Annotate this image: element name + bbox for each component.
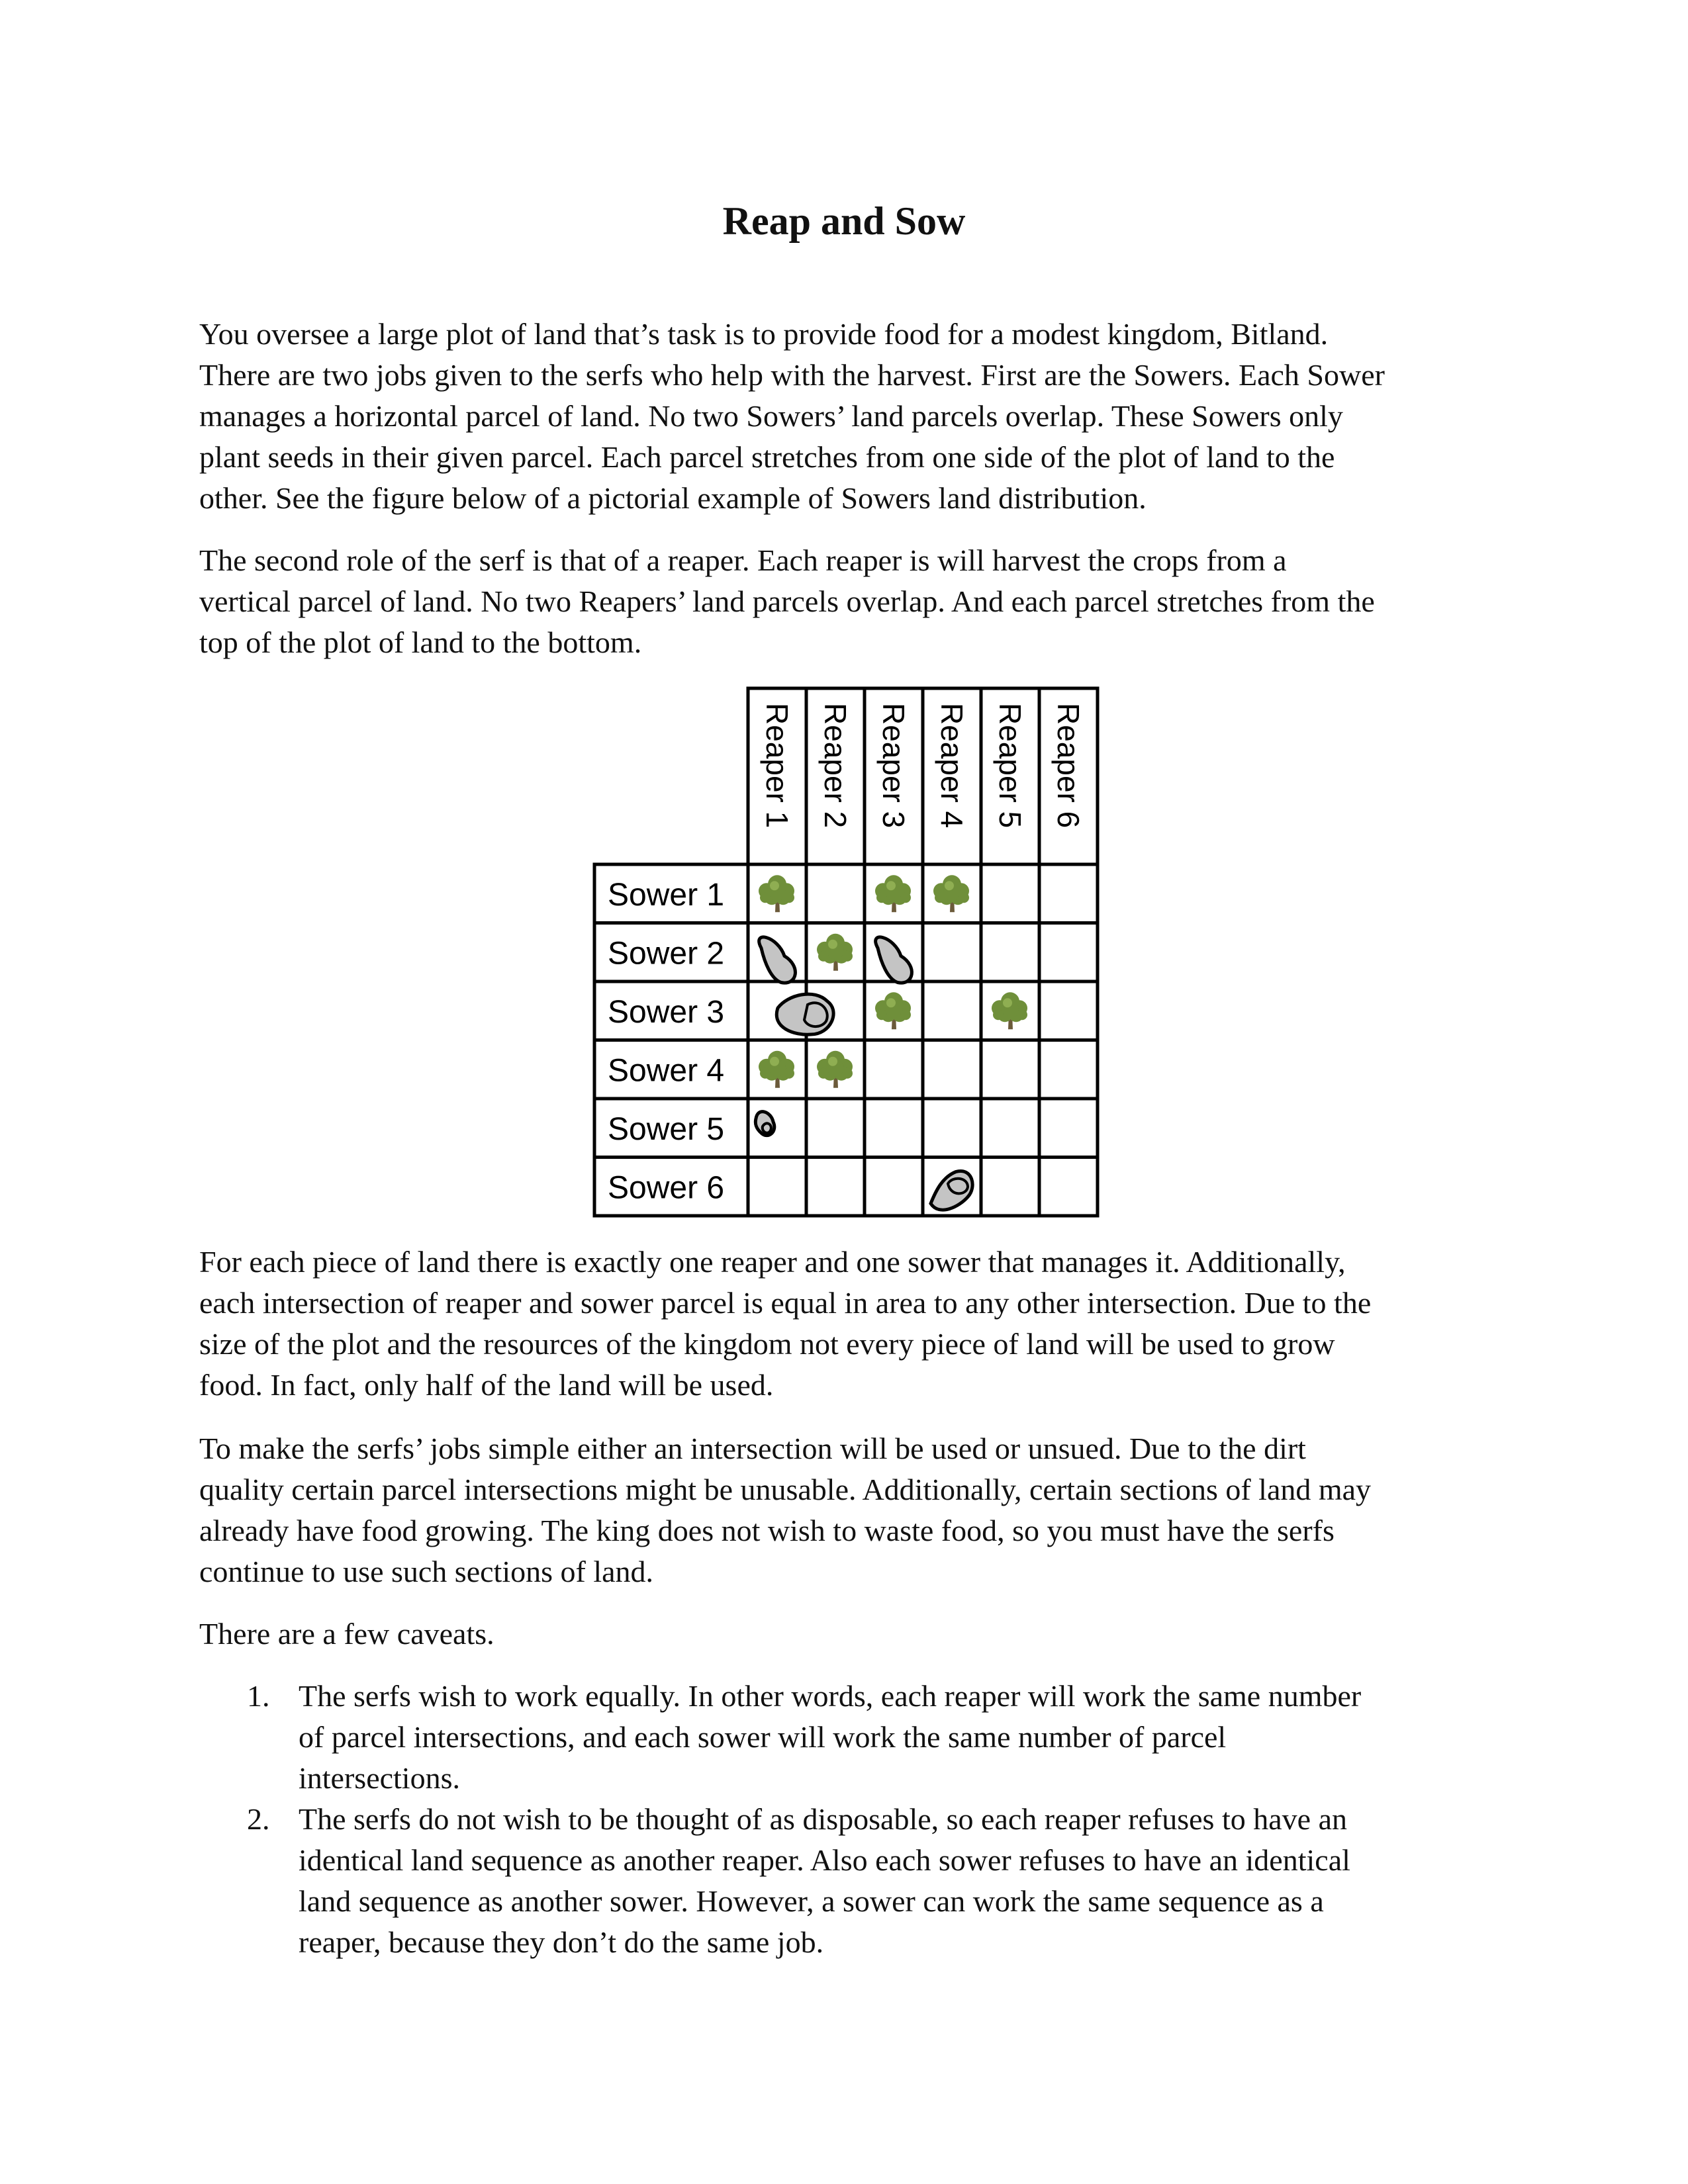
land-cell[interactable]: [1039, 923, 1098, 982]
land-cell[interactable]: [1039, 1099, 1098, 1158]
text-line: The serfs wish to work equally. In other words, each reaper will work the same number: [299, 1679, 1362, 1713]
list-number: 1.: [247, 1679, 270, 1713]
text-line: manages a horizontal parcel of land. No two Sowers’ land parcels overlap. These Sowers only: [199, 399, 1343, 433]
text-line: quality certain parcel intersections might be unusable. Additionally, certain sections of land may: [199, 1473, 1372, 1506]
land-cell[interactable]: [748, 1158, 806, 1216]
text-line: food. In fact, only half of the land will be used.: [199, 1368, 774, 1402]
land-cell[interactable]: [1039, 1158, 1098, 1216]
reaper-label: Reaper 1: [760, 703, 794, 829]
sower-label: Sower 2: [608, 936, 725, 972]
text-line: The second role of the serf is that of a reaper. Each reaper is will harvest the crops from a: [199, 543, 1287, 577]
text-line: intersections.: [299, 1761, 460, 1795]
text-line: There are a few caveats.: [199, 1617, 494, 1651]
reaper-label: Reaper 5: [993, 703, 1027, 829]
land-cell[interactable]: [865, 1158, 923, 1216]
land-cell[interactable]: [981, 923, 1039, 982]
land-cell[interactable]: [923, 1040, 981, 1099]
land-cell[interactable]: [923, 1099, 981, 1158]
text-line: already have food growing. The king does not wish to waste food, so you must have the serfs: [199, 1514, 1335, 1547]
text-line: top of the plot of land to the bottom.: [199, 625, 642, 659]
text-line: continue to use such sections of land.: [199, 1555, 654, 1588]
land-cell[interactable]: [806, 1158, 865, 1216]
text-line: each intersection of reaper and sower parcel is equal in area to any other intersection. Due to the: [199, 1286, 1372, 1320]
text-line: reaper, because they don’t do the same job.: [299, 1925, 824, 1959]
land-cell[interactable]: [1039, 981, 1098, 1040]
text-line: of parcel intersections, and each sower will work the same number of parcel: [299, 1720, 1227, 1754]
page-title: Reap and Sow: [722, 199, 966, 243]
land-cell[interactable]: [981, 1158, 1039, 1216]
sower-label: Sower 6: [608, 1170, 725, 1206]
sower-label: Sower 5: [608, 1112, 725, 1147]
text-line: plant seeds in their given parcel. Each parcel stretches from one side of the plot of land to the: [199, 440, 1335, 474]
rock-icon: [776, 994, 833, 1034]
text-line: identical land sequence as another reaper. Also each sower refuses to have an identical: [299, 1843, 1350, 1877]
sower-label: Sower 1: [608, 878, 725, 913]
land-cell[interactable]: [981, 1040, 1039, 1099]
sower-label: Sower 4: [608, 1053, 725, 1089]
rock-icon: [755, 1112, 774, 1136]
land-cell[interactable]: [806, 864, 865, 923]
text-line: size of the plot and the resources of the kingdom not every piece of land will be used to grow: [199, 1327, 1335, 1361]
land-cell[interactable]: [923, 981, 981, 1040]
text-line: To make the serfs’ jobs simple either an intersection will be used or unsued. Due to the dirt: [199, 1432, 1306, 1465]
text-line: other. See the figure below of a pictorial example of Sowers land distribution.: [199, 481, 1147, 515]
text-line: vertical parcel of land. No two Reapers’ land parcels overlap. And each parcel stretches from the: [199, 584, 1375, 618]
land-cell[interactable]: [923, 923, 981, 982]
text-line: There are two jobs given to the serfs who help with the harvest. First are the Sowers. Each Sower: [199, 358, 1385, 392]
land-cell[interactable]: [1039, 864, 1098, 923]
text-line: The serfs do not wish to be thought of as disposable, so each reaper refuses to have an: [299, 1802, 1347, 1836]
reaper-label: Reaper 6: [1051, 703, 1086, 829]
text-line: For each piece of land there is exactly one reaper and one sower that manages it. Additionally,: [199, 1245, 1346, 1279]
list-number: 2.: [247, 1802, 270, 1836]
reaper-label: Reaper 3: [876, 703, 911, 829]
text-line: land sequence as another sower. However, a sower can work the same sequence as a: [299, 1884, 1324, 1918]
land-cell[interactable]: [806, 1099, 865, 1158]
land-cell[interactable]: [981, 1099, 1039, 1158]
reaper-label: Reaper 2: [818, 703, 853, 829]
text-line: You oversee a large plot of land that’s task is to provide food for a modest kingdom, Bitland.: [199, 317, 1329, 351]
land-cell[interactable]: [981, 864, 1039, 923]
land-cell[interactable]: [1039, 1040, 1098, 1099]
land-cell[interactable]: [865, 1040, 923, 1099]
reaper-label: Reaper 4: [935, 703, 969, 829]
sower-label: Sower 3: [608, 995, 725, 1030]
land-cell[interactable]: [865, 1099, 923, 1158]
